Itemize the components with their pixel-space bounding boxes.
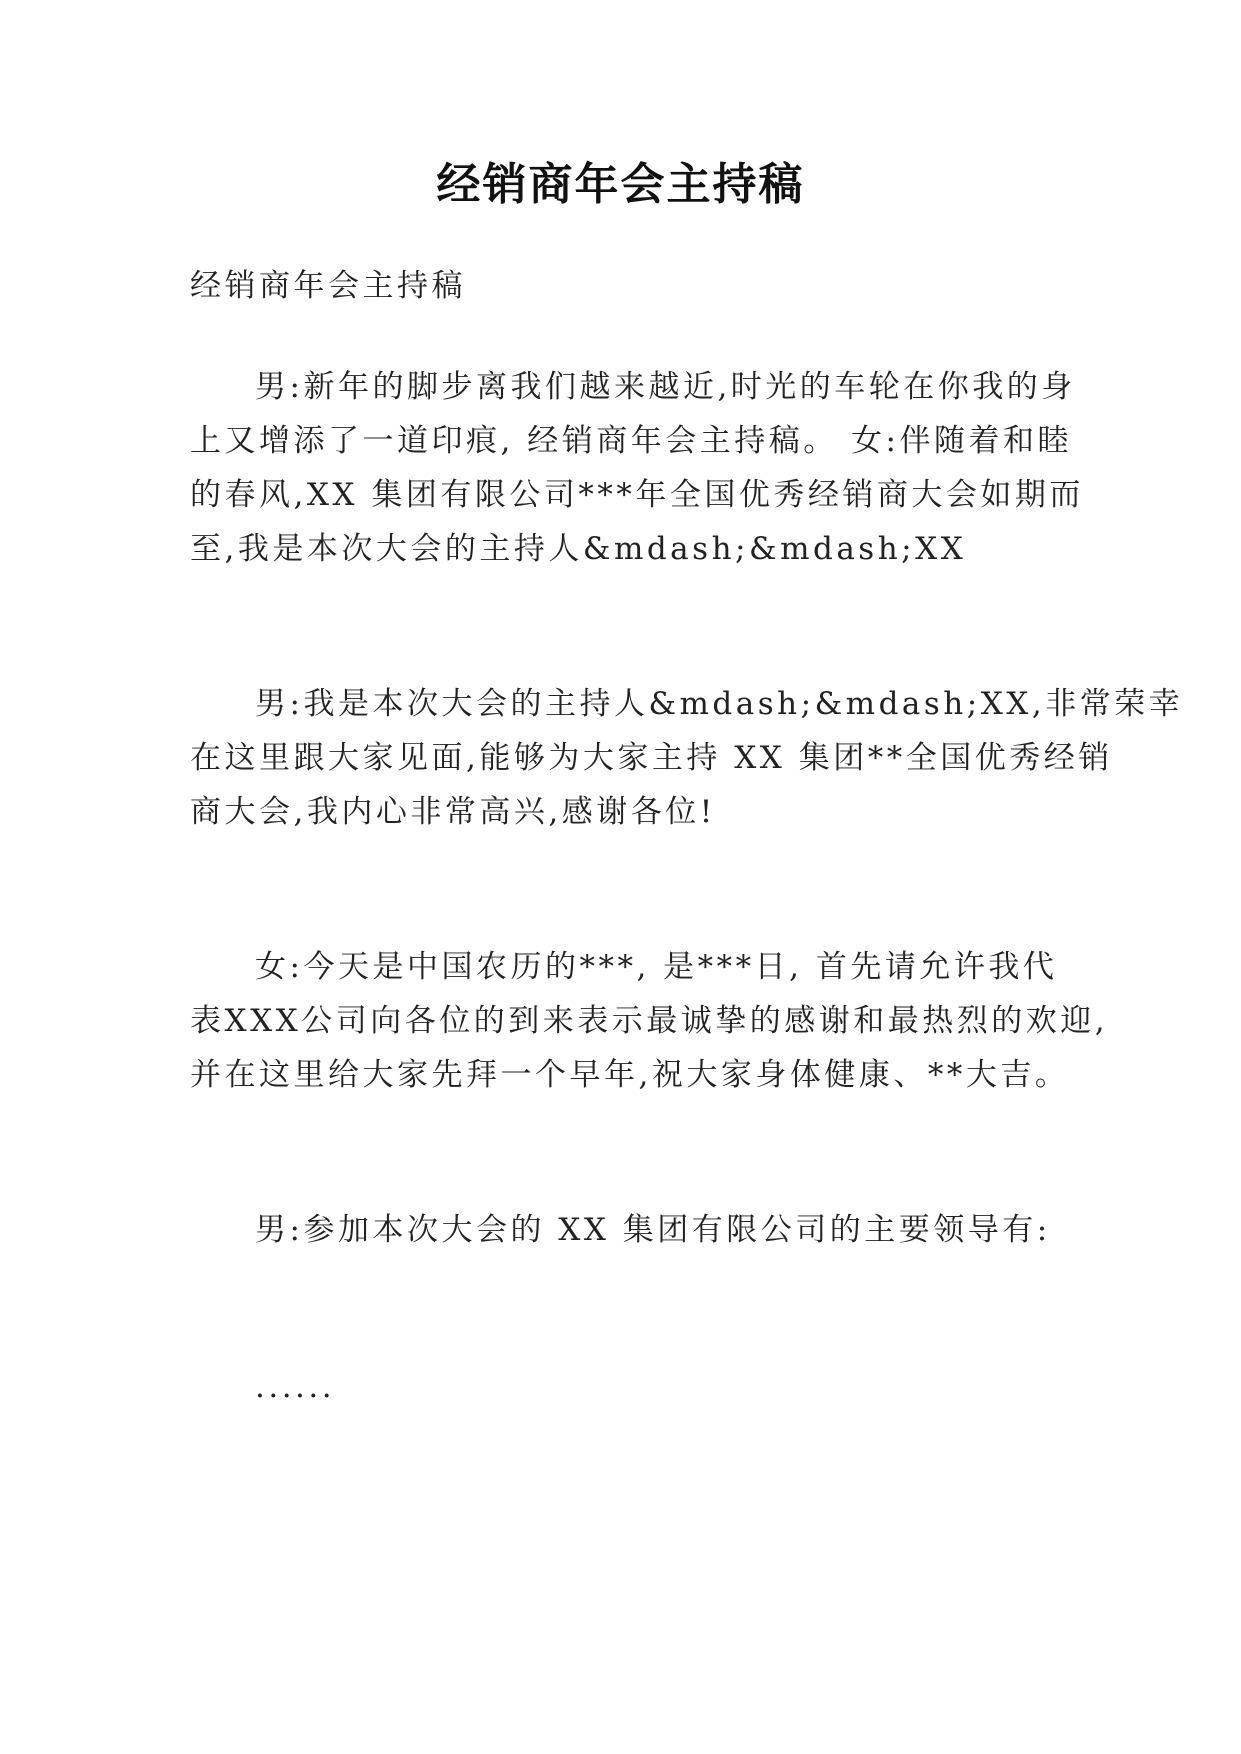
- paragraph-1-line-2: 上又增添了一道印痕, 经销商年会主持稿。 女:伴随着和睦: [190, 423, 1073, 459]
- ellipsis-line: ......: [255, 1369, 336, 1405]
- document-title: 经销商年会主持稿: [436, 159, 805, 210]
- document-subtitle: 经销商年会主持稿: [190, 268, 466, 304]
- paragraph-1-line-1: 男:新年的脚步离我们越来越近,时光的车轮在你我的身: [255, 369, 1076, 405]
- paragraph-1-line-4: 至,我是本次大会的主持人&mdash;&mdash;XX: [190, 531, 967, 567]
- paragraph-2-line-3: 商大会,我内心非常高兴,感谢各位!: [190, 794, 716, 830]
- paragraph-1-line-3: 的春风,XX 集团有限公司***年全国优秀经销商大会如期而: [190, 477, 1084, 513]
- paragraph-2-line-1: 男:我是本次大会的主持人&mdash;&mdash;XX,非常荣幸: [255, 686, 1184, 722]
- paragraph-3-line-2: 表XXX公司向各位的到来表示最诚挚的感谢和最热烈的欢迎,: [190, 1003, 1109, 1039]
- paragraph-2-line-2: 在这里跟大家见面,能够为大家主持 XX 集团**全国优秀经销: [190, 740, 1113, 776]
- paragraph-3-line-3: 并在这里给大家先拜一个早年,祝大家身体健康、**大吉。: [190, 1057, 1070, 1093]
- paragraph-3-line-1: 女:今天是中国农历的***, 是***日, 首先请允许我代: [255, 949, 1058, 985]
- paragraph-4-line-1: 男:参加本次大会的 XX 集团有限公司的主要领导有:: [255, 1212, 1051, 1248]
